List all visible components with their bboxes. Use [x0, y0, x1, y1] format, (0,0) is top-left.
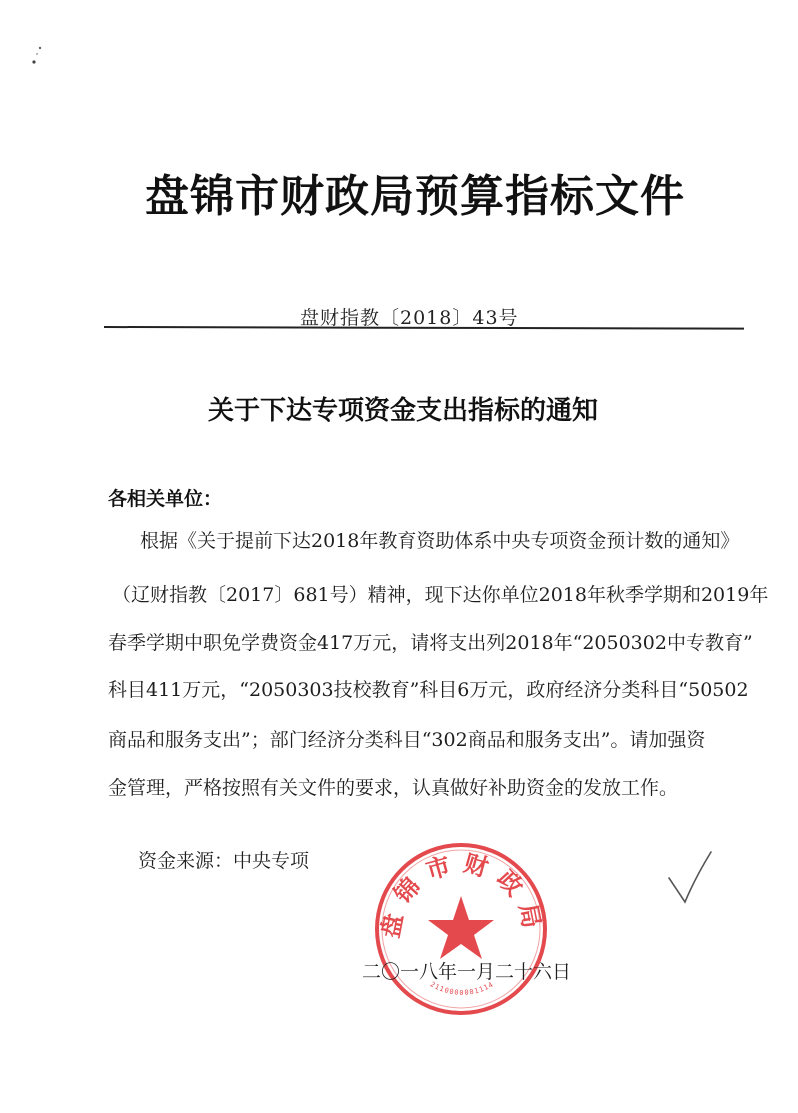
document-number: 盘财指教〔2018〕43号 — [300, 307, 519, 329]
body-line: 根据《关于提前下达2018年教育资助体系中央专项资金预计数的通知》 — [140, 530, 740, 552]
scan-speck — [28, 40, 52, 70]
funding-source: 资金来源：中央专项 — [138, 850, 310, 872]
handwritten-checkmark — [665, 848, 715, 908]
body-line: 金管理，严格按照有关文件的要求，认真做好补助资金的发放工作。 — [108, 777, 679, 799]
issue-date: 二〇一八年一月二十六日 — [362, 961, 572, 983]
body-line: 商品和服务支出”；部门经济分类科目“302商品和服务支出”。请加强资 — [108, 729, 706, 751]
body-line: 科目411万元，“2050303技校教育”科目6万元，政府经济分类科目“50502 — [108, 679, 749, 701]
official-seal-stamp — [372, 840, 550, 1018]
notice-subject: 关于下达专项资金支出指标的通知 — [208, 396, 599, 426]
svg-text:2110000001114: 2110000001114 — [428, 980, 496, 997]
body-line: （辽财指教〔2017〕681号）精神，现下达你单位2018年秋季学期和2019年 — [112, 584, 769, 606]
document-header-title: 盘锦市财政局预算指标文件 — [145, 171, 685, 222]
salutation: 各相关单位： — [108, 488, 223, 510]
body-line: 春季学期中职免学费资金417万元，请将支出列2018年“2050302中专教育” — [108, 632, 753, 654]
svg-text:盘锦市财政局: 盘锦市财政局 — [376, 848, 548, 941]
